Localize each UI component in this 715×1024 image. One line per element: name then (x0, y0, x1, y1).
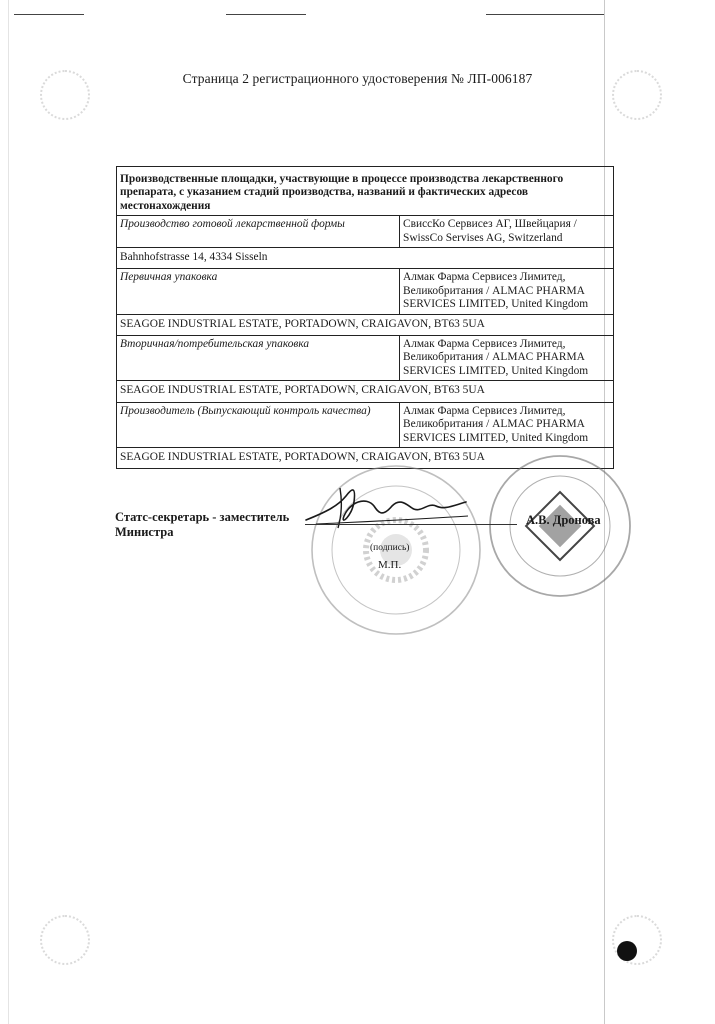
signature-line (305, 524, 517, 525)
stage-cell: Производитель (Выпускающий контроль качества) (117, 402, 400, 447)
stage-cell: Первичная упаковка (117, 269, 400, 314)
stage-cell: Производство готовой лекарственной формы (117, 216, 400, 248)
background-guilloche-ornament (40, 915, 90, 965)
page-title: Страница 2 регистрационного удостоверения № ЛП-006187 (182, 71, 533, 86)
binder-hole (617, 941, 637, 961)
address-cell: Bahnhofstrasse 14, 4334 Sisseln (117, 248, 614, 269)
handwritten-signature (296, 476, 476, 536)
signer-title-line: Министра (115, 525, 174, 539)
stage-cell: Вторичная/потребительская упаковка (117, 336, 400, 381)
table-row (117, 269, 614, 314)
signer-title-line: Статс-секретарь - заместитель (115, 510, 290, 524)
table-row (117, 381, 614, 402)
signature-caption: (подпись) (370, 543, 410, 553)
company-cell: Алмак Фарма Сервисез Лимитед, Великобритания / ALMAC PHARMA SERVICES LIMITED, United Kingdom (400, 336, 614, 381)
production-sites-table (116, 166, 614, 469)
address-cell: SEAGOE INDUSTRIAL ESTATE, PORTADOWN, CRAIGAVON, BT63 5UA (117, 381, 614, 402)
table-row (117, 314, 614, 335)
address-cell: SEAGOE INDUSTRIAL ESTATE, PORTADOWN, CRAIGAVON, BT63 5UA (117, 447, 614, 468)
address-cell: SEAGOE INDUSTRIAL ESTATE, PORTADOWN, CRAIGAVON, BT63 5UA (117, 314, 614, 335)
signer-title (115, 510, 289, 540)
company-cell: Алмак Фарма Сервисез Лимитед, Великобритания / ALMAC PHARMA SERVICES LIMITED, United Kingdom (400, 269, 614, 314)
table-row (117, 248, 614, 269)
company-cell: Алмак Фарма Сервисез Лимитед, Великобритания / ALMAC PHARMA SERVICES LIMITED, United Kingdom (400, 402, 614, 447)
table-row (117, 216, 614, 248)
scan-mark-left (14, 14, 84, 15)
scan-mark-center (226, 14, 306, 15)
table-row (117, 336, 614, 381)
page-edge-left (8, 0, 9, 1024)
table-row (117, 167, 614, 216)
table-heading: Производственные площадки, участвующие в процессе производства лекарственного препарата, с указанием стадий производства, названий и фактических адресов местонахождения (117, 167, 614, 216)
signer-name: А.В. Дронова (526, 513, 601, 527)
scan-mark-right (486, 14, 604, 15)
company-cell: СвиссКо Сервисез АГ, Швейцария / SwissCo Servises AG, Switzerland (400, 216, 614, 248)
table-row (117, 402, 614, 447)
seal-caption: М.П. (378, 559, 402, 571)
